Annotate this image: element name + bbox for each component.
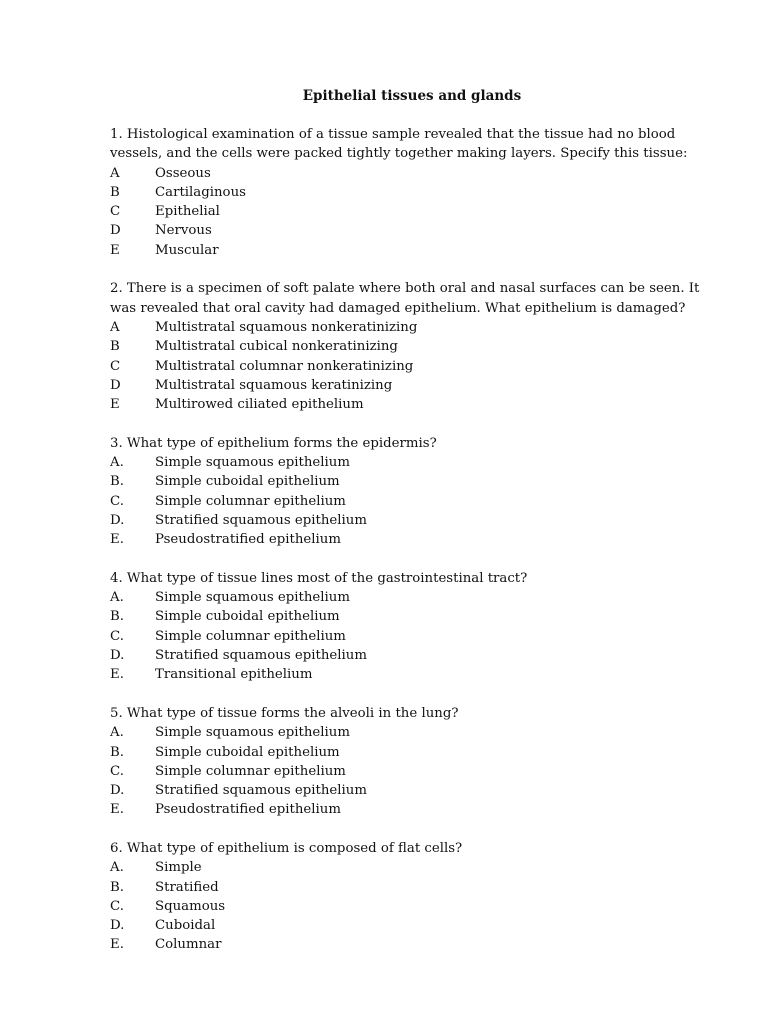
option-text: Simple cuboidal epithelium bbox=[155, 474, 340, 490]
option-text: Multistratal columnar nonkeratinizing bbox=[155, 358, 414, 374]
answer-option bbox=[110, 607, 715, 626]
option-text: Simple columnar epithelium bbox=[155, 763, 346, 779]
answer-option bbox=[110, 376, 715, 395]
answer-option bbox=[110, 588, 715, 607]
question-4 bbox=[110, 569, 715, 685]
option-text: Transitional epithelium bbox=[155, 667, 313, 683]
option-text: Stratified squamous epithelium bbox=[155, 783, 367, 799]
option-letter: B. bbox=[110, 609, 124, 625]
answer-option bbox=[110, 800, 715, 819]
answer-option bbox=[110, 221, 715, 240]
option-letter: D. bbox=[110, 918, 125, 934]
answer-option bbox=[110, 183, 715, 202]
option-text: Simple cuboidal epithelium bbox=[155, 744, 340, 760]
option-text: Simple columnar epithelium bbox=[155, 493, 346, 509]
option-letter: D. bbox=[110, 783, 125, 799]
option-letter: D. bbox=[110, 512, 125, 528]
option-text: Columnar bbox=[155, 937, 222, 953]
option-letter: C. bbox=[110, 763, 124, 779]
option-letter: A bbox=[110, 319, 120, 335]
option-text: Epithelial bbox=[155, 204, 220, 220]
answer-option bbox=[110, 858, 715, 877]
option-text: Stratified bbox=[155, 879, 219, 895]
answer-option bbox=[110, 511, 715, 530]
answer-option bbox=[110, 472, 715, 491]
question-text: 6. What type of epithelium is composed of flat cells? bbox=[110, 840, 463, 856]
option-letter: B. bbox=[110, 474, 124, 490]
question-3 bbox=[110, 434, 715, 550]
question-6 bbox=[110, 839, 715, 955]
question-text: 1. Histological examination of a tissue sample revealed that the tissue had no blood vessels, and the cells were packed tightly together making layers. Specify this tissue: bbox=[110, 127, 688, 162]
answer-option bbox=[110, 202, 715, 221]
option-text: Multistratal squamous nonkeratinizing bbox=[155, 319, 418, 335]
option-letter: D. bbox=[110, 648, 125, 664]
option-letter: C. bbox=[110, 493, 124, 509]
option-letter: A. bbox=[110, 860, 124, 876]
option-letter: A. bbox=[110, 455, 124, 471]
answer-option bbox=[110, 723, 715, 742]
option-letter: A. bbox=[110, 590, 124, 606]
question-list bbox=[110, 125, 715, 974]
question-2 bbox=[110, 279, 715, 414]
document-title: Epithelial tissues and glands bbox=[302, 88, 522, 104]
answer-option bbox=[110, 897, 715, 916]
option-text: Simple squamous epithelium bbox=[155, 455, 350, 471]
option-text: Nervous bbox=[155, 223, 212, 239]
question-5 bbox=[110, 704, 715, 820]
option-letter: D bbox=[110, 377, 121, 393]
option-letter: A bbox=[110, 165, 120, 181]
question-text: 3. What type of epithelium forms the epidermis? bbox=[110, 435, 437, 451]
option-letter: B bbox=[110, 184, 120, 200]
option-letter: E. bbox=[110, 802, 124, 818]
option-letter: B bbox=[110, 339, 120, 355]
option-letter: E bbox=[110, 242, 120, 258]
option-letter: C bbox=[110, 358, 121, 374]
option-text: Simple columnar epithelium bbox=[155, 628, 346, 644]
option-text: Osseous bbox=[155, 165, 211, 181]
option-letter: C. bbox=[110, 898, 124, 914]
question-text: 4. What type of tissue lines most of the gastrointestinal tract? bbox=[110, 570, 528, 586]
answer-option bbox=[110, 743, 715, 762]
answer-option bbox=[110, 935, 715, 954]
option-text: Simple squamous epithelium bbox=[155, 725, 350, 741]
option-letter: A. bbox=[110, 725, 124, 741]
option-letter: B. bbox=[110, 879, 124, 895]
option-letter: C bbox=[110, 204, 121, 220]
answer-option bbox=[110, 337, 715, 356]
answer-option bbox=[110, 781, 715, 800]
answer-option bbox=[110, 916, 715, 935]
option-text: Multirowed ciliated epithelium bbox=[155, 397, 364, 413]
answer-option bbox=[110, 665, 715, 684]
answer-option bbox=[110, 627, 715, 646]
answer-option bbox=[110, 164, 715, 183]
option-text: Simple cuboidal epithelium bbox=[155, 609, 340, 625]
option-letter: E bbox=[110, 397, 120, 413]
option-text: Cuboidal bbox=[155, 918, 216, 934]
option-letter: E. bbox=[110, 667, 124, 683]
answer-option bbox=[110, 395, 715, 414]
option-text: Muscular bbox=[155, 242, 219, 258]
option-text: Squamous bbox=[155, 898, 226, 914]
option-letter: D bbox=[110, 223, 121, 239]
answer-option bbox=[110, 318, 715, 337]
option-text: Cartilaginous bbox=[155, 184, 246, 200]
option-letter: C. bbox=[110, 628, 124, 644]
answer-option bbox=[110, 878, 715, 897]
question-text: 2. There is a specimen of soft palate where both oral and nasal surfaces can be seen. It was revealed that oral cavity had damaged epithelium. What epithelium is damaged? bbox=[110, 281, 700, 316]
option-letter: E. bbox=[110, 532, 124, 548]
document-title-row bbox=[0, 88, 768, 104]
option-text: Pseudostratified epithelium bbox=[155, 532, 341, 548]
option-text: Multistratal squamous keratinizing bbox=[155, 377, 393, 393]
option-letter: B. bbox=[110, 744, 124, 760]
answer-option bbox=[110, 762, 715, 781]
option-letter: E. bbox=[110, 937, 124, 953]
answer-option bbox=[110, 646, 715, 665]
option-text: Stratified squamous epithelium bbox=[155, 512, 367, 528]
question-text: 5. What type of tissue forms the alveoli in the lung? bbox=[110, 705, 459, 721]
option-text: Pseudostratified epithelium bbox=[155, 802, 341, 818]
option-text: Stratified squamous epithelium bbox=[155, 648, 367, 664]
answer-option bbox=[110, 357, 715, 376]
answer-option bbox=[110, 492, 715, 511]
answer-option bbox=[110, 530, 715, 549]
option-text: Multistratal cubical nonkeratinizing bbox=[155, 339, 398, 355]
question-1 bbox=[110, 125, 715, 260]
option-text: Simple squamous epithelium bbox=[155, 590, 350, 606]
answer-option bbox=[110, 453, 715, 472]
answer-option bbox=[110, 241, 715, 260]
option-text: Simple bbox=[155, 860, 202, 876]
